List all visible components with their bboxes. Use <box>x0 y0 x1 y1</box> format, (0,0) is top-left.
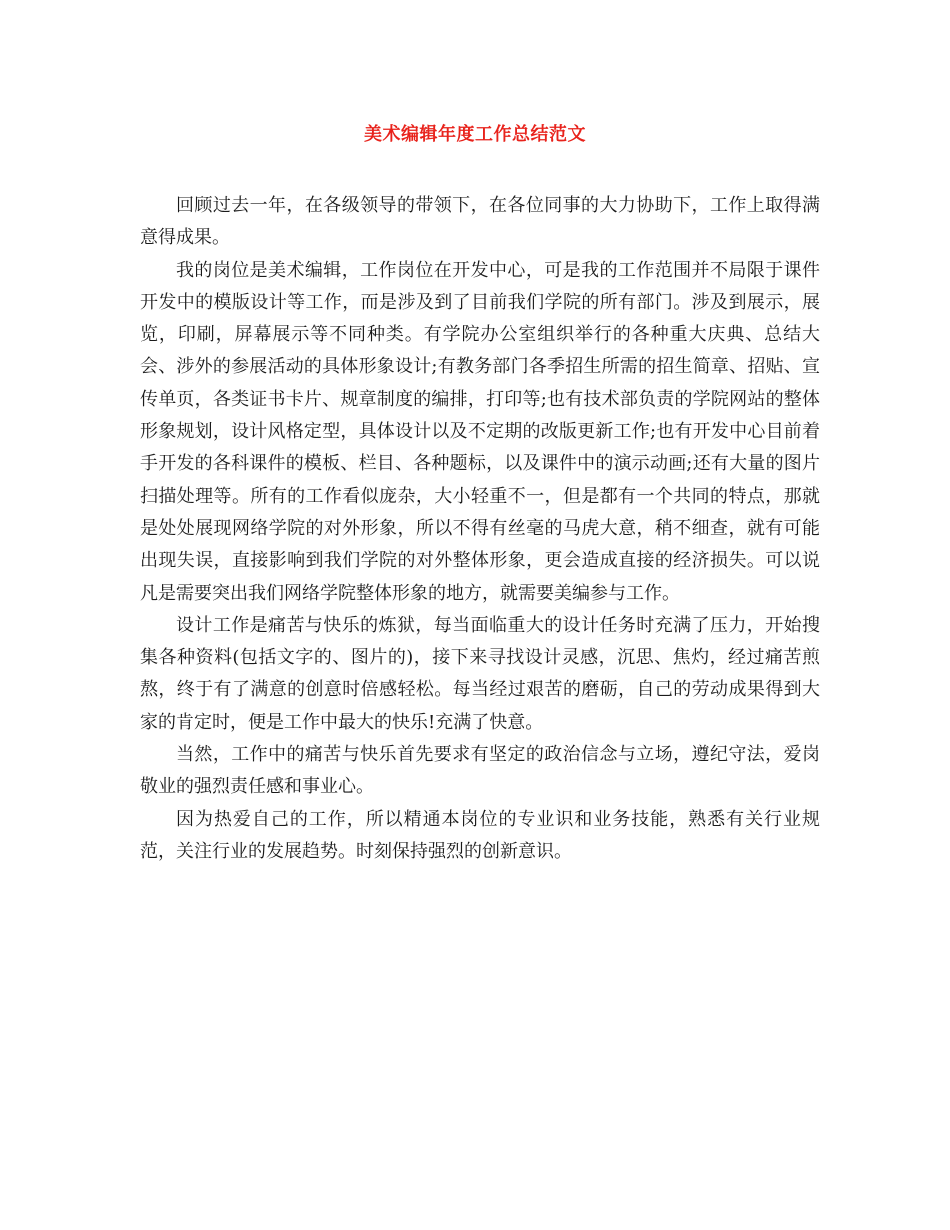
document-title: 美术编辑年度工作总结范文 <box>364 124 586 145</box>
paragraph-4: 当然，工作中的痛苦与快乐首先要求有坚定的政治信念与立场，遵纪守法，爱岗敬业的强烈责任感和事业心。 <box>140 744 820 798</box>
document-body <box>140 190 820 868</box>
paragraph-2: 我的岗位是美术编辑，工作岗位在开发中心，可是我的工作范围并不局限于课件开发中的模版设计等工作，而是涉及到了目前我们学院的所有部门。涉及到展示，展览，印刷，屏幕展示等不同种类。有学院办公室组织举行的各种重大庆典、总结大会、涉外的参展活动的具体形象设计;有教务部门各季招生所需的招生简章、招贴、宣传单页，各类证书卡片、规章制度的编排，打印等;也有技术部负责的学院网站的整体形象规划，设计风格定型，具体设计以及不定期的改版更新工作;也有开发中心目前着手开发的各科课件的模板、栏目、各种题标，以及课件中的演示动画;还有大量的图片扫描处理等。所有的工作看似庞杂，大小轻重不一，但是都有一个共同的特点，那就是处处展现网络学院的对外形象，所以不得有丝毫的马虎大意，稍不细查，就有可能出现失误，直接影响到我们学院的对外整体形象，更会造成直接的经济损失。可以说凡是需要突出我们网络学院整体形象的地方，就需要美编参与工作。 <box>140 259 820 604</box>
paragraph-1: 回顾过去一年，在各级领导的带领下，在各位同事的大力协助下，工作上取得满意得成果。 <box>140 195 820 249</box>
paragraph-3: 设计工作是痛苦与快乐的炼狱，每当面临重大的设计任务时充满了压力，开始搜集各种资料(包括文字的、图片的)，接下来寻找设计灵感，沉思、焦灼，经过痛苦煎熬，终于有了满意的创意时倍感轻松。每当经过艰苦的磨砺，自己的劳动成果得到大家的肯定时，便是工作中最大的快乐!充满了快意。 <box>140 614 820 733</box>
paragraph-5: 因为热爱自己的工作，所以精通本岗位的专业识和业务技能，熟悉有关行业规范，关注行业的发展趋势。时刻保持强烈的创新意识。 <box>140 808 820 862</box>
